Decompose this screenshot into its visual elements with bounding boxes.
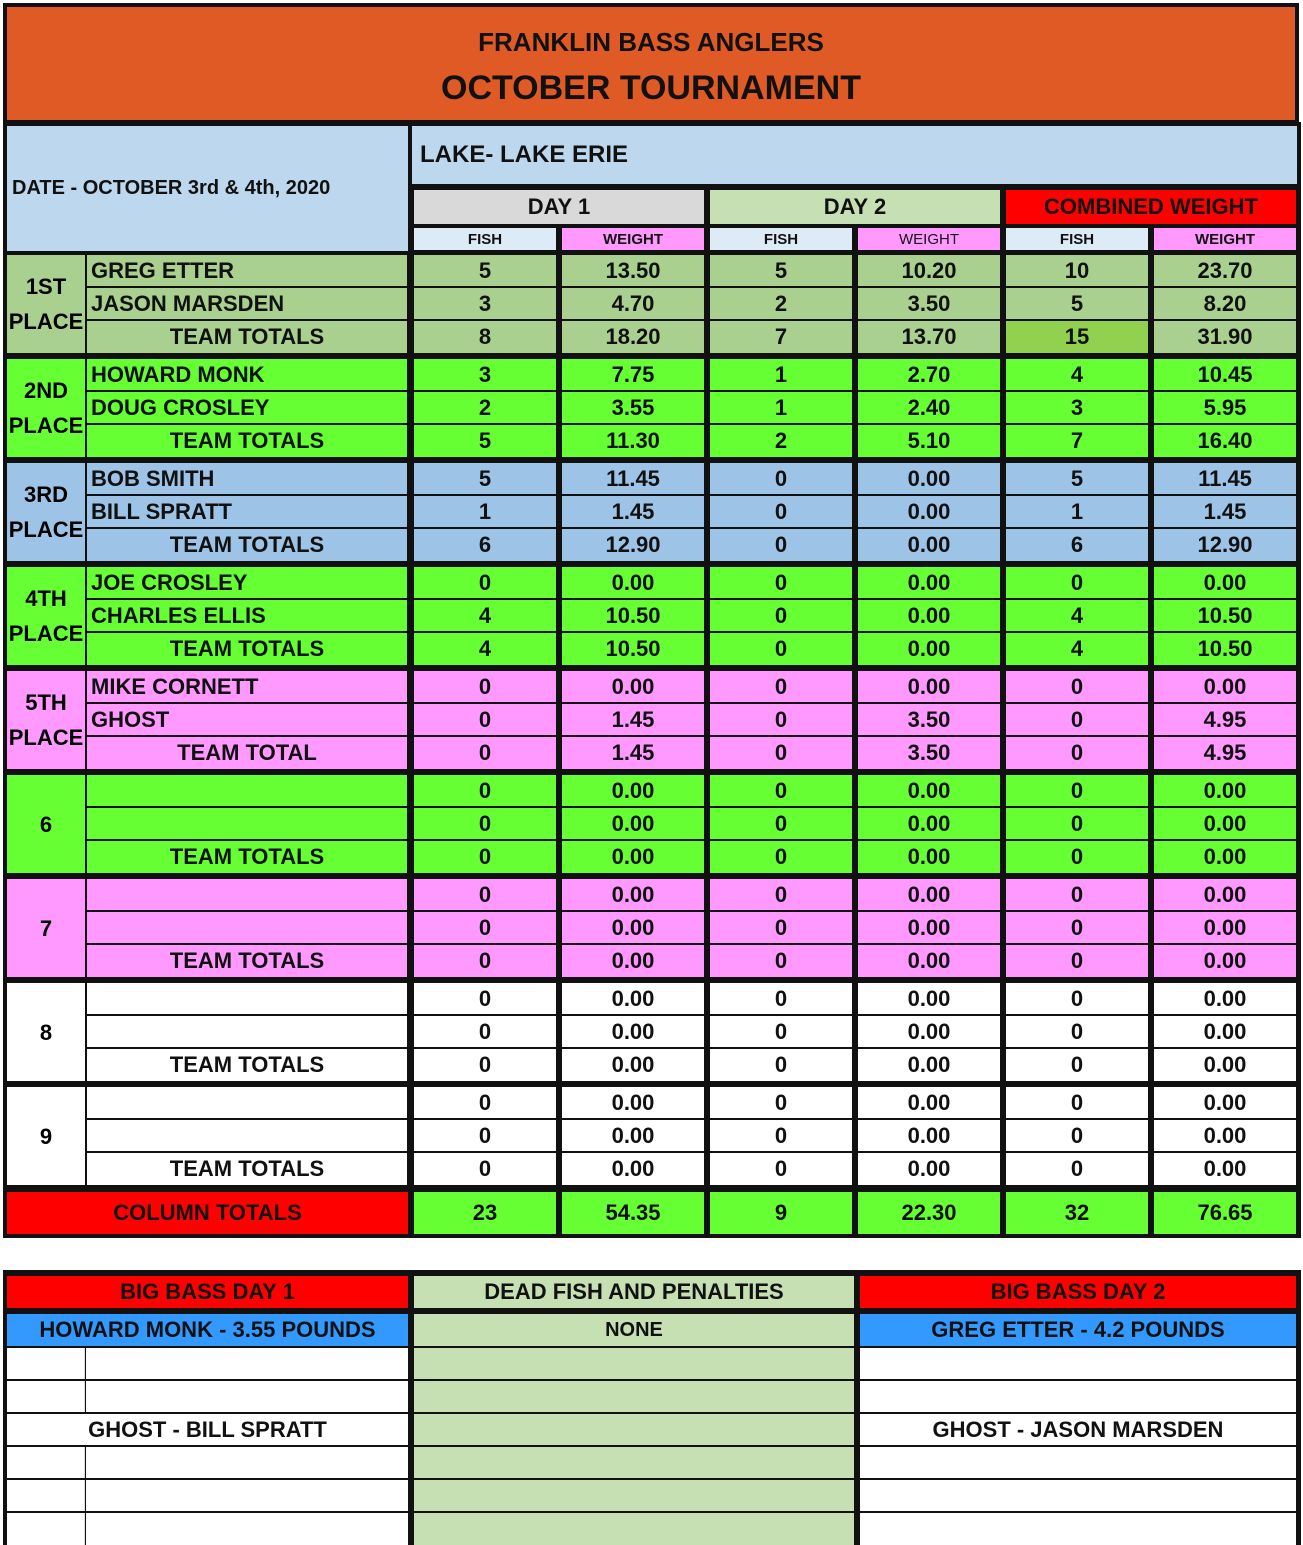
fish-count: 0: [710, 633, 852, 665]
weight-value: 16.40: [1154, 425, 1296, 457]
fish-count: 5: [710, 255, 852, 286]
blank-cell: [86, 1381, 408, 1412]
weight-value: 0.00: [858, 808, 1000, 839]
place-word: PLACE: [8, 413, 84, 438]
place-rank: 8: [39, 1019, 53, 1045]
weight-value: 0.00: [562, 945, 704, 977]
team-totals-label: TEAM TOTALS: [87, 1049, 407, 1081]
big-bass-day1-winner: HOWARD MONK - 3.55 POUNDS: [7, 1314, 408, 1346]
weight-value: 10.50: [562, 633, 704, 665]
fish-count: 0: [414, 775, 556, 806]
total-fish: 23: [414, 1192, 556, 1234]
angler-name: DOUG CROSLEY: [87, 392, 407, 423]
weight-value: 0.00: [858, 1153, 1000, 1185]
fish-subheader: FISH: [710, 228, 852, 250]
fish-count: 4: [414, 633, 556, 665]
blank-cell: [7, 1447, 85, 1478]
fish-count: 4: [414, 600, 556, 631]
weight-value: 7.75: [562, 359, 704, 390]
team-totals-label: TEAM TOTAL: [87, 737, 407, 769]
total-weight: 54.35: [562, 1192, 704, 1234]
angler-name: BILL SPRATT: [87, 496, 407, 527]
place-rank: 6: [39, 811, 53, 837]
fish-count: 0: [710, 1087, 852, 1118]
fish-count: 0: [1006, 1120, 1148, 1151]
angler-name: [87, 879, 407, 910]
fish-count: 5: [1006, 463, 1148, 494]
place-word: PLACE: [8, 517, 84, 542]
fish-count: 0: [414, 1087, 556, 1118]
day1-header: DAY 1: [414, 190, 704, 224]
place-label: [7, 879, 85, 977]
place-label: [7, 255, 85, 353]
angler-name: [87, 1120, 407, 1151]
fish-count: 0: [710, 775, 852, 806]
penalty-row: [414, 1447, 854, 1478]
weight-value: 0.00: [1154, 912, 1296, 943]
angler-name: [87, 808, 407, 839]
place-rank: 1ST: [25, 274, 67, 299]
angler-name: JOE CROSLEY: [87, 567, 407, 598]
blank-cell: [860, 1447, 1296, 1478]
fish-count: 0: [1006, 983, 1148, 1014]
weight-value: 11.45: [562, 463, 704, 494]
place-rank: 3RD: [23, 482, 68, 507]
fish-count: 5: [414, 255, 556, 286]
team-totals-label: TEAM TOTALS: [87, 529, 407, 561]
weight-value: 0.00: [858, 1049, 1000, 1081]
weight-value: 0.00: [1154, 945, 1296, 977]
total-weight: 22.30: [858, 1192, 1000, 1234]
fish-count: 3: [414, 288, 556, 319]
weight-value: 12.90: [562, 529, 704, 561]
penalty-row: [414, 1414, 854, 1445]
fish-count: 0: [1006, 775, 1148, 806]
place-label: [7, 671, 85, 769]
fish-count: 0: [1006, 567, 1148, 598]
fish-count: 0: [1006, 912, 1148, 943]
fish-count: 10: [1006, 255, 1148, 286]
fish-count: 0: [1006, 879, 1148, 910]
weight-value: 5.10: [858, 425, 1000, 457]
angler-name: [87, 1016, 407, 1047]
day2-header: DAY 2: [710, 190, 1000, 224]
fish-count: 4: [1006, 633, 1148, 665]
weight-value: 0.00: [562, 1087, 704, 1118]
weight-value: 0.00: [562, 912, 704, 943]
weight-value: 1.45: [562, 704, 704, 735]
weight-value: 0.00: [562, 808, 704, 839]
weight-value: 0.00: [1154, 808, 1296, 839]
fish-count: 0: [710, 879, 852, 910]
weight-value: 2.40: [858, 392, 1000, 423]
blank-cell: [86, 1447, 408, 1478]
fish-count: 0: [710, 808, 852, 839]
weight-value: 0.00: [1154, 671, 1296, 702]
total-fish: 32: [1006, 1192, 1148, 1234]
lake-underline: [412, 184, 1297, 188]
weight-value: 12.90: [1154, 529, 1296, 561]
page-title: OCTOBER TOURNAMENT: [441, 69, 861, 107]
ghost-day1: GHOST - BILL SPRATT: [7, 1414, 408, 1445]
weight-value: 0.00: [858, 879, 1000, 910]
fish-count: 0: [710, 496, 852, 527]
weight-value: 0.00: [562, 671, 704, 702]
weight-value: 0.00: [858, 529, 1000, 561]
fish-count: 0: [1006, 704, 1148, 735]
fish-count: 0: [710, 1120, 852, 1151]
fish-count: 0: [710, 1049, 852, 1081]
weight-value: 3.50: [858, 704, 1000, 735]
fish-count: 0: [1006, 1016, 1148, 1047]
weight-value: 0.00: [1154, 1049, 1296, 1081]
lake-label: LAKE- LAKE ERIE: [412, 126, 1297, 184]
fish-count: 6: [1006, 529, 1148, 561]
weight-value: 0.00: [858, 912, 1000, 943]
fish-count: 3: [1006, 392, 1148, 423]
angler-name: GREG ETTER: [87, 255, 407, 286]
weight-value: 0.00: [858, 1087, 1000, 1118]
penalty-row: [414, 1513, 854, 1545]
weight-value: 0.00: [1154, 841, 1296, 873]
penalties-title: DEAD FISH AND PENALTIES: [414, 1276, 854, 1308]
fish-subheader: FISH: [414, 228, 556, 250]
weight-value: 0.00: [858, 983, 1000, 1014]
angler-name: CHARLES ELLIS: [87, 600, 407, 631]
weight-value: 0.00: [562, 983, 704, 1014]
combined-header: COMBINED WEIGHT: [1006, 190, 1296, 224]
place-rank: 2ND: [23, 378, 68, 403]
angler-name: JASON MARSDEN: [87, 288, 407, 319]
fish-count: 0: [1006, 1087, 1148, 1118]
blank-cell: [86, 1348, 408, 1379]
fish-count: 0: [414, 704, 556, 735]
weight-value: 10.50: [562, 600, 704, 631]
weight-value: 0.00: [562, 1049, 704, 1081]
place-rank: 9: [39, 1123, 53, 1149]
angler-name: [87, 912, 407, 943]
weight-value: 1.45: [562, 496, 704, 527]
weight-value: 10.20: [858, 255, 1000, 286]
fish-count: 0: [414, 737, 556, 769]
place-rank: 4TH: [25, 586, 67, 611]
big-bass-day2-title: BIG BASS DAY 2: [860, 1276, 1296, 1308]
weight-value: 0.00: [562, 1016, 704, 1047]
fish-count: 1: [414, 496, 556, 527]
angler-name: [87, 983, 407, 1014]
weight-value: 10.45: [1154, 359, 1296, 390]
total-fish: 9: [710, 1192, 852, 1234]
column-totals-label: COLUMN TOTALS: [7, 1192, 408, 1234]
weight-value: 0.00: [1154, 1153, 1296, 1185]
fish-count: 1: [710, 392, 852, 423]
weight-value: 0.00: [562, 775, 704, 806]
blank-cell: [86, 1480, 408, 1511]
weight-value: 0.00: [1154, 775, 1296, 806]
fish-count: 0: [414, 1120, 556, 1151]
blank-cell: [7, 1348, 85, 1379]
weight-value: 4.70: [562, 288, 704, 319]
team-totals-label: TEAM TOTALS: [87, 1153, 407, 1185]
blank-cell: [860, 1381, 1296, 1412]
weight-value: 1.45: [562, 737, 704, 769]
team-totals-label: TEAM TOTALS: [87, 425, 407, 457]
fish-count: 0: [1006, 671, 1148, 702]
weight-value: 3.50: [858, 288, 1000, 319]
penalty-row: [414, 1480, 854, 1511]
weight-value: 0.00: [858, 463, 1000, 494]
weight-value: 0.00: [858, 841, 1000, 873]
weight-value: 0.00: [1154, 983, 1296, 1014]
weight-value: 23.70: [1154, 255, 1296, 286]
weight-subheader: WEIGHT: [858, 228, 1000, 250]
fish-count: 0: [710, 529, 852, 561]
blank-cell: [860, 1480, 1296, 1511]
blank-cell: [7, 1480, 85, 1511]
weight-value: 10.50: [1154, 633, 1296, 665]
weight-value: 0.00: [1154, 1016, 1296, 1047]
weight-value: 10.50: [1154, 600, 1296, 631]
weight-value: 0.00: [858, 600, 1000, 631]
fish-count: 0: [710, 983, 852, 1014]
place-label: [7, 359, 85, 457]
fish-count: 0: [710, 704, 852, 735]
weight-value: 3.50: [858, 737, 1000, 769]
weight-value: 0.00: [858, 633, 1000, 665]
fish-count: 0: [710, 567, 852, 598]
weight-value: 0.00: [858, 496, 1000, 527]
weight-value: 0.00: [858, 775, 1000, 806]
fish-count: 0: [710, 463, 852, 494]
weight-value: 11.45: [1154, 463, 1296, 494]
fish-count: 0: [1006, 808, 1148, 839]
weight-value: 0.00: [1154, 879, 1296, 910]
fish-count: 0: [414, 671, 556, 702]
fish-count: 1: [710, 359, 852, 390]
fish-count: 0: [1006, 1049, 1148, 1081]
fish-count: 0: [710, 841, 852, 873]
fish-count: 5: [1006, 288, 1148, 319]
weight-value: 0.00: [562, 567, 704, 598]
fish-count: 0: [1006, 945, 1148, 977]
date-label: DATE - OCTOBER 3rd & 4th, 2020: [7, 126, 408, 251]
angler-name: MIKE CORNETT: [87, 671, 407, 702]
place-label: [7, 983, 85, 1081]
weight-subheader: WEIGHT: [1154, 228, 1296, 250]
fish-count: 0: [414, 841, 556, 873]
fish-count: 2: [710, 288, 852, 319]
team-totals-label: TEAM TOTALS: [87, 841, 407, 873]
angler-name: GHOST: [87, 704, 407, 735]
fish-count: 0: [414, 567, 556, 598]
blank-cell: [86, 1513, 408, 1545]
angler-name: [87, 1087, 407, 1118]
angler-name: [87, 775, 407, 806]
place-label: [7, 463, 85, 561]
fish-count: 2: [414, 392, 556, 423]
blank-cell: [7, 1381, 85, 1412]
blank-cell: [7, 1513, 85, 1545]
fish-count: 0: [414, 945, 556, 977]
weight-value: 0.00: [858, 1016, 1000, 1047]
team-totals-label: TEAM TOTALS: [87, 945, 407, 977]
angler-name: BOB SMITH: [87, 463, 407, 494]
club-name: FRANKLIN BASS ANGLERS: [478, 27, 824, 57]
fish-count: 6: [414, 529, 556, 561]
fish-subheader: FISH: [1006, 228, 1148, 250]
place-rank: 5TH: [25, 690, 67, 715]
fish-count: 0: [710, 912, 852, 943]
fish-count: 0: [414, 1153, 556, 1185]
weight-value: 13.50: [562, 255, 704, 286]
ghost-day2: GHOST - JASON MARSDEN: [860, 1414, 1296, 1445]
fish-count: 0: [710, 737, 852, 769]
fish-count: 0: [710, 671, 852, 702]
weight-value: 0.00: [562, 841, 704, 873]
weight-value: 1.45: [1154, 496, 1296, 527]
fish-count: 0: [414, 879, 556, 910]
weight-value: 5.95: [1154, 392, 1296, 423]
weight-value: 0.00: [858, 945, 1000, 977]
penalty-row: [414, 1348, 854, 1379]
place-label: [7, 775, 85, 873]
fish-count: 2: [710, 425, 852, 457]
fish-count: 0: [1006, 1153, 1148, 1185]
place-label: [7, 567, 85, 665]
weight-value: 0.00: [858, 671, 1000, 702]
weight-value: 3.55: [562, 392, 704, 423]
weight-value: 0.00: [858, 1120, 1000, 1151]
big-bass-day2-winner: GREG ETTER - 4.2 POUNDS: [860, 1314, 1296, 1346]
fish-count: 0: [1006, 737, 1148, 769]
fish-count: 0: [710, 600, 852, 631]
weight-value: 0.00: [1154, 567, 1296, 598]
blank-cell: [860, 1513, 1296, 1545]
weight-value: 13.70: [858, 321, 1000, 353]
weight-value: 0.00: [858, 567, 1000, 598]
fish-count: 3: [414, 359, 556, 390]
weight-value: 8.20: [1154, 288, 1296, 319]
weight-value: 0.00: [1154, 1087, 1296, 1118]
fish-count: 0: [710, 1016, 852, 1047]
fish-count: 0: [414, 1049, 556, 1081]
fish-count: 4: [1006, 600, 1148, 631]
weight-value: 4.95: [1154, 737, 1296, 769]
blank-cell: [860, 1348, 1296, 1379]
weight-value: 0.00: [562, 1120, 704, 1151]
fish-count: 5: [414, 463, 556, 494]
team-totals-label: TEAM TOTALS: [87, 321, 407, 353]
fish-count: 0: [710, 1153, 852, 1185]
place-word: PLACE: [8, 309, 84, 334]
penalty-row: [414, 1381, 854, 1412]
weight-value: 2.70: [858, 359, 1000, 390]
fish-count: 0: [414, 808, 556, 839]
fish-count: 0: [414, 983, 556, 1014]
big-bass-day1-title: BIG BASS DAY 1: [7, 1276, 408, 1308]
weight-value: 4.95: [1154, 704, 1296, 735]
weight-value: 11.30: [562, 425, 704, 457]
fish-count: 5: [414, 425, 556, 457]
weight-value: 0.00: [562, 1153, 704, 1185]
weight-value: 18.20: [562, 321, 704, 353]
fish-count: 15: [1006, 321, 1148, 353]
weight-value: 0.00: [1154, 1120, 1296, 1151]
place-word: PLACE: [8, 725, 84, 750]
fish-count: 7: [710, 321, 852, 353]
fish-count: 0: [414, 1016, 556, 1047]
total-weight: 76.65: [1154, 1192, 1296, 1234]
fish-count: 0: [710, 945, 852, 977]
place-word: PLACE: [8, 621, 84, 646]
place-rank: 7: [39, 915, 53, 941]
title-banner: [3, 3, 1299, 124]
weight-value: 0.00: [562, 879, 704, 910]
fish-count: 4: [1006, 359, 1148, 390]
fish-count: 0: [414, 912, 556, 943]
fish-count: 8: [414, 321, 556, 353]
weight-value: 31.90: [1154, 321, 1296, 353]
penalties-value: NONE: [414, 1314, 854, 1346]
fish-count: 0: [1006, 841, 1148, 873]
angler-name: HOWARD MONK: [87, 359, 407, 390]
fish-count: 1: [1006, 496, 1148, 527]
fish-count: 7: [1006, 425, 1148, 457]
place-label: [7, 1087, 85, 1185]
team-totals-label: TEAM TOTALS: [87, 633, 407, 665]
weight-subheader: WEIGHT: [562, 228, 704, 250]
